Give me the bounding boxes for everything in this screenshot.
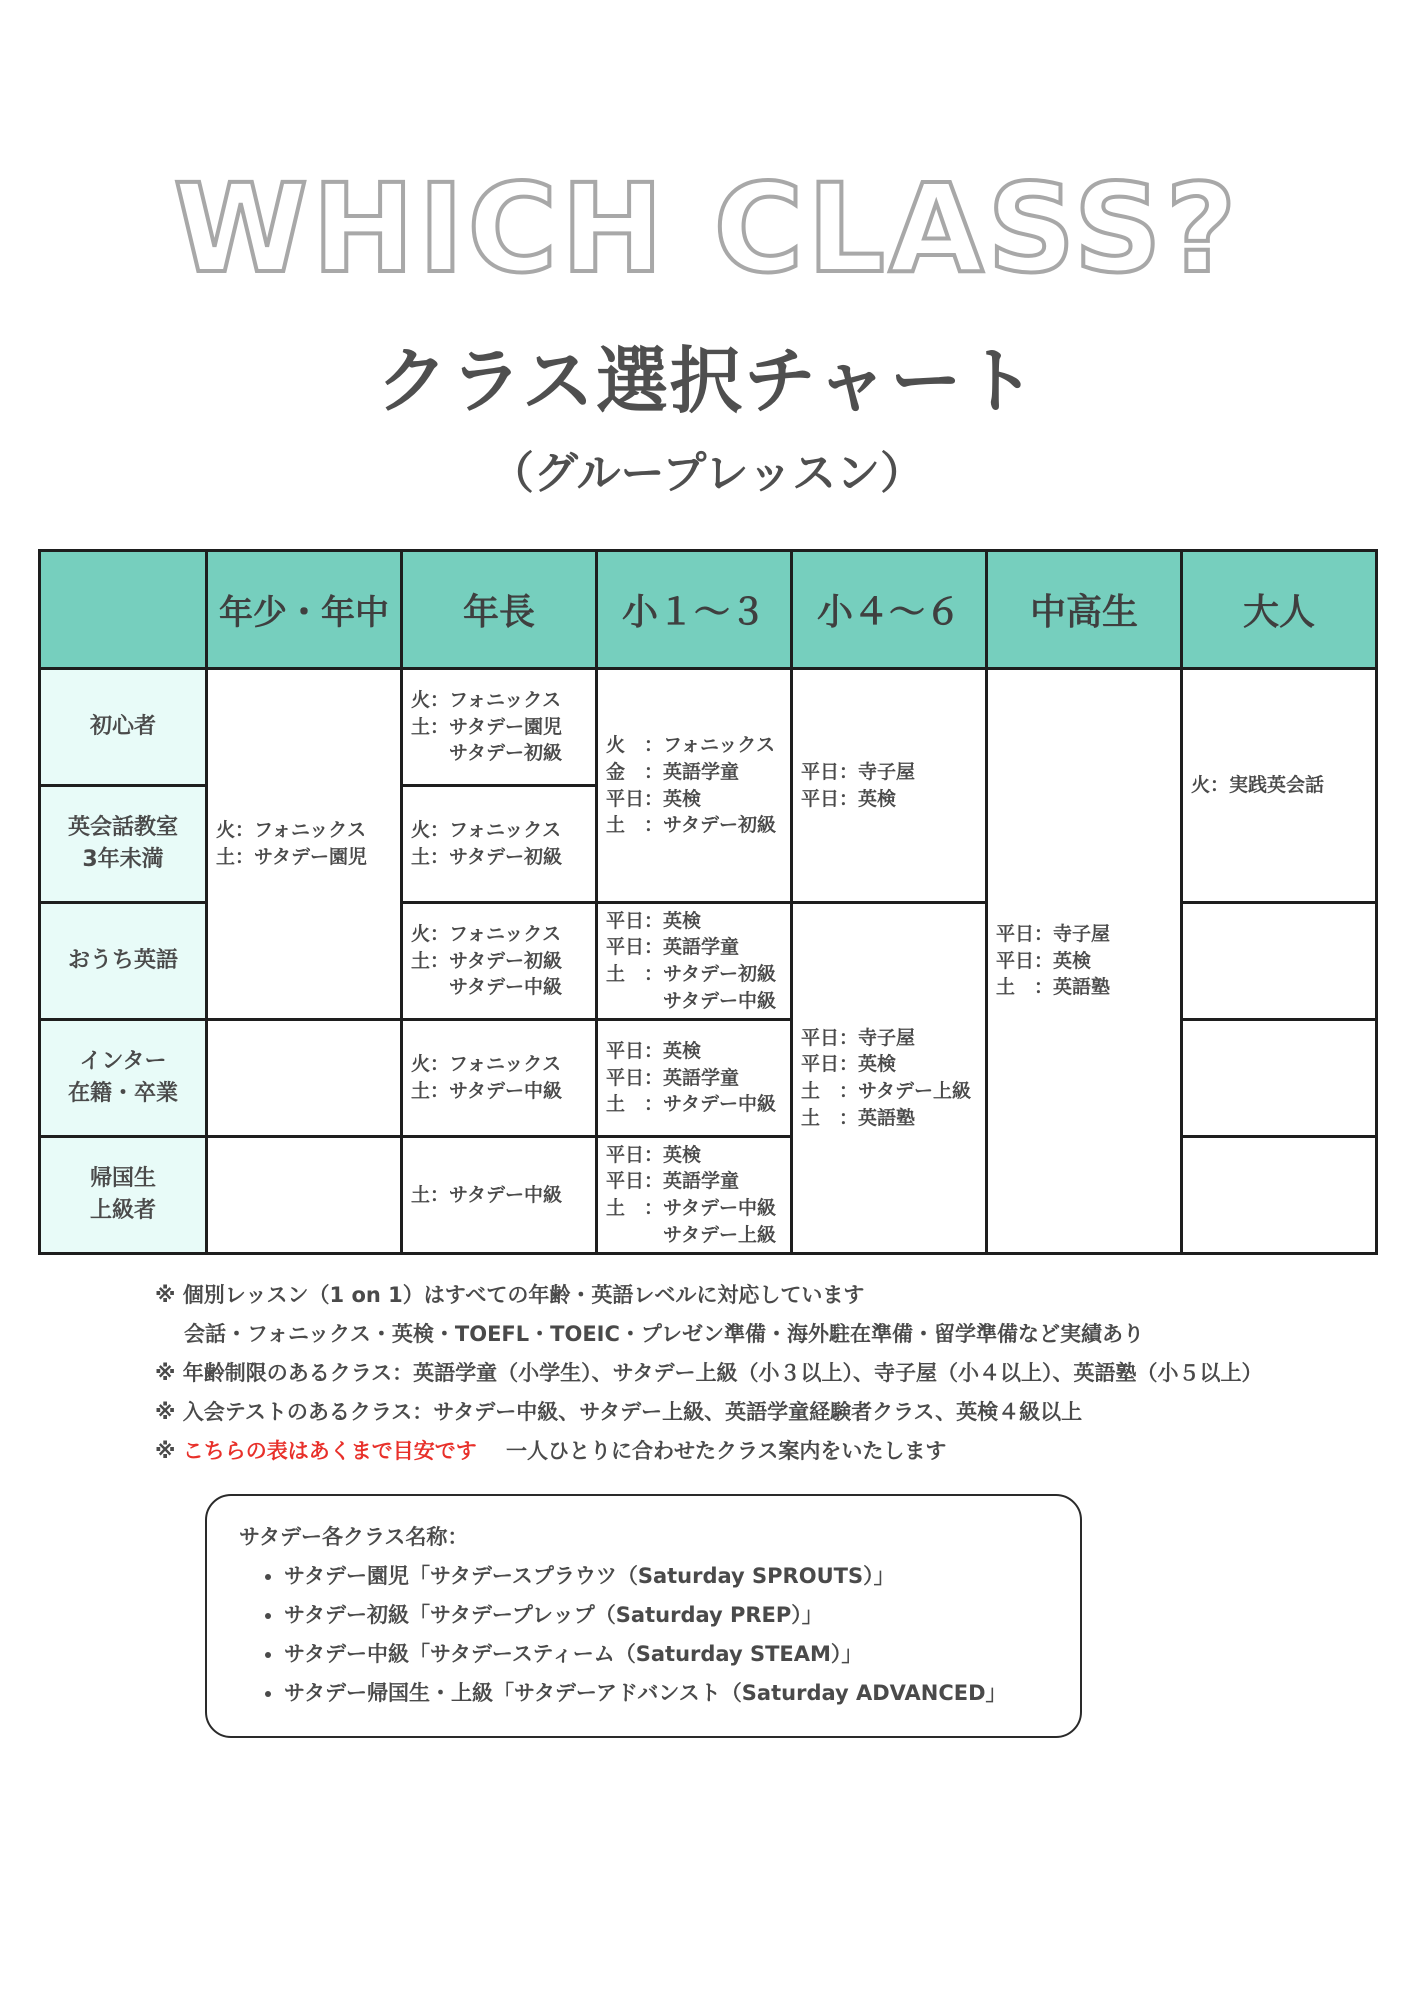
cell-line: 火：フォニックス	[411, 1053, 562, 1076]
saturday-class-item: • サタデー園児「サタデースプラウツ（Saturday SPROUTS）」	[284, 1557, 1080, 1596]
cell-inter-e13	[597, 1020, 792, 1137]
header-corner	[40, 551, 207, 669]
note-age-limit: ※ 年齢制限のあるクラス：英語学童（小学生）、サタデー上級（小３以上）、寺子屋（小４以上）、英語塾（小５以上）	[155, 1361, 1263, 1385]
row-label-ouchi	[40, 903, 207, 1020]
page-subtitle: （グループレッスン）	[489, 448, 925, 499]
note-guideline-warning: こちらの表はあくまで目安です	[182, 1439, 477, 1463]
cell-line: 平日：英検	[606, 1143, 702, 1166]
cell-beginner-nencho	[402, 669, 597, 786]
cell-e46-bottom-merged	[792, 903, 987, 1254]
cell-line: 平日：寺子屋	[801, 760, 916, 783]
cell-inter-nenshu	[207, 1020, 402, 1137]
cell-line: 平日：英語学童	[606, 936, 740, 959]
note-guideline	[155, 1432, 1385, 1471]
cell-line: 土：サタデー初級	[411, 949, 563, 972]
header-elementary-1-3: 小１～３	[597, 551, 792, 669]
saturday-class-names-box	[205, 1494, 1082, 1738]
cell-line: 土 ：英語塾	[801, 1106, 916, 1129]
note-entrance-test: ※ 入会テストのあるクラス：サタデー中級、サタデー上級、英語学童経験者クラス、英検４級以上	[155, 1400, 1083, 1424]
cell-line: 英会話教室	[67, 815, 178, 841]
header-adult: 大人	[1182, 551, 1377, 669]
notes-section	[155, 1276, 1385, 1471]
cell-line: 火：実践英会話	[1191, 774, 1325, 797]
cell-line: 平日：英検	[801, 1053, 897, 1076]
cell-line: 平日：英検	[996, 949, 1092, 972]
header-middle-high: 中高生	[987, 551, 1182, 669]
cell-ouchi-e13	[597, 903, 792, 1020]
cell-line: 平日：英検	[606, 1040, 702, 1063]
cell-line: 平日：英語学童	[606, 1066, 740, 1089]
header-row	[40, 551, 1377, 669]
cell-e13-merged	[597, 669, 792, 903]
cell-line: 平日：寺子屋	[996, 923, 1111, 946]
cell-eikaiwa-nencho	[402, 786, 597, 903]
hero-heading: WHICH CLASS?	[173, 158, 1241, 300]
cell-inter-nencho	[402, 1020, 597, 1137]
cell-kikoku-nencho	[402, 1137, 597, 1254]
cell-line: 火：フォニックス	[411, 819, 562, 842]
saturday-class-item: • サタデー中級「サタデースティーム（Saturday STEAM）」	[284, 1635, 1080, 1674]
cell-otona-merged	[1182, 669, 1377, 903]
note-private-lesson: ※ 個別レッスン（1 on 1）はすべての年齢・英語レベルに対応しています	[155, 1283, 865, 1307]
cell-line: 火：フォニックス	[216, 819, 367, 842]
cell-kikoku-nenshu	[207, 1137, 402, 1254]
cell-line: 土 ：サタデー初級	[606, 963, 777, 985]
cell-line: 土：サタデー園児	[411, 715, 563, 738]
cell-line: サタデー中級	[411, 976, 563, 999]
header-nencho: 年長	[402, 551, 597, 669]
cell-line: 土：サタデー中級	[411, 1080, 563, 1102]
cell-ouchi-nencho	[402, 903, 597, 1020]
cell-line: 土 ：英語塾	[996, 976, 1111, 999]
cell-line: サタデー上級	[606, 1223, 777, 1246]
cell-line: 平日：寺子屋	[801, 1026, 916, 1049]
row-label-kikoku	[40, 1137, 207, 1254]
cell-line: 3年未満	[82, 847, 164, 872]
saturday-class-list	[239, 1557, 1080, 1713]
cell-line: サタデー中級	[606, 989, 777, 1012]
cell-line: 土 ：サタデー中級	[606, 1093, 777, 1116]
cell-nenshu-merged	[207, 669, 402, 1020]
cell-line: 土 ：サタデー上級	[801, 1080, 972, 1102]
cell-line: 火 ：フォニックス	[606, 734, 776, 757]
cell-chuko-merged	[987, 669, 1182, 1254]
note-guideline-rest: 一人ひとりに合わせたクラス案内をいたします	[506, 1439, 947, 1463]
cell-line: 土：サタデー初級	[411, 846, 563, 868]
cell-line: 平日：英検	[606, 909, 702, 932]
note-mark: ※	[155, 1439, 176, 1463]
page-title: クラス選択チャート	[376, 339, 1038, 423]
header-nenshu-nenchu: 年少・年中	[207, 551, 402, 669]
cell-line: 平日：英検	[606, 787, 702, 810]
note-private-lesson-detail: 会話・フォニックス・英検・TOEFL・TOEIC・プレゼン準備・海外駐在準備・留学準備など実績あり	[184, 1322, 1145, 1346]
cell-ouchi-otona	[1182, 903, 1377, 1020]
cell-kikoku-otona	[1182, 1137, 1377, 1254]
cell-line: 初心者	[89, 714, 156, 740]
class-selection-table	[38, 549, 1378, 1255]
cell-line: 土：サタデー中級	[411, 1183, 563, 1206]
cell-line: 上級者	[89, 1198, 156, 1223]
row-label-beginner	[40, 669, 207, 786]
cell-inter-otona	[1182, 1020, 1377, 1137]
cell-line: 火：フォニックス	[411, 689, 562, 712]
cell-line: 土 ：サタデー初級	[606, 814, 777, 837]
cell-line: 土：サタデー園児	[216, 846, 368, 868]
saturday-box-heading: サタデー各クラス名称：	[239, 1525, 469, 1549]
cell-e46-top-merged	[792, 669, 987, 903]
cell-line: サタデー初級	[411, 742, 563, 765]
cell-line: 平日：英検	[801, 787, 897, 810]
row-beginner	[40, 669, 1377, 786]
cell-line: 平日：英語学童	[606, 1170, 740, 1193]
cell-line: 帰国生	[89, 1166, 156, 1192]
cell-kikoku-e13	[597, 1137, 792, 1254]
cell-line: インター	[79, 1049, 167, 1075]
cell-line: 在籍・卒業	[67, 1081, 178, 1106]
header-elementary-4-6: 小４～６	[792, 551, 987, 669]
saturday-class-item: • サタデー初級「サタデープレップ（Saturday PREP）」	[284, 1596, 1080, 1635]
cell-line: 金 ：英語学童	[606, 760, 740, 783]
row-label-inter	[40, 1020, 207, 1137]
cell-line: 土 ：サタデー中級	[606, 1197, 777, 1219]
cell-line: おうち英語	[67, 948, 178, 974]
row-label-eikaiwa	[40, 786, 207, 903]
saturday-class-item: • サタデー帰国生・上級「サタデーアドバンスト（Saturday ADVANCED」	[284, 1674, 1080, 1713]
cell-line: 火：フォニックス	[411, 923, 562, 946]
